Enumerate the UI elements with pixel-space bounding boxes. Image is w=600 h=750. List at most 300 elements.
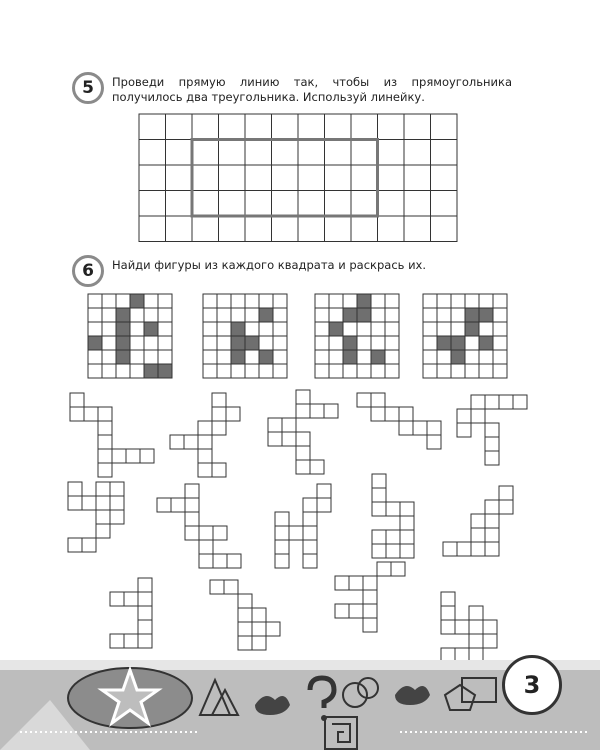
pattern-cell — [245, 322, 259, 336]
figure-cell — [185, 512, 199, 526]
pattern-cell — [315, 308, 329, 322]
figure-cell — [212, 421, 226, 435]
pattern-cell — [144, 308, 158, 322]
figure-cell — [349, 604, 363, 618]
figure-cell — [138, 592, 152, 606]
figure-cell — [469, 606, 483, 620]
pattern-cell — [451, 294, 465, 308]
figure-cell — [483, 620, 497, 634]
figure-cell — [499, 500, 513, 514]
figure-cell — [471, 409, 485, 423]
figure-cell — [68, 538, 82, 552]
figure-cell — [400, 544, 414, 558]
figure-cell — [68, 482, 82, 496]
pattern-cell — [203, 336, 217, 350]
figure-cell — [371, 393, 385, 407]
figure-cell — [96, 524, 110, 538]
pattern-cell — [343, 350, 357, 364]
pattern-cell — [102, 364, 116, 378]
figure-cell — [363, 604, 377, 618]
pattern-cell — [493, 350, 507, 364]
pattern-cell — [144, 350, 158, 364]
figure-cell — [485, 451, 499, 465]
pattern-cell — [245, 336, 259, 350]
pattern-cell — [130, 364, 144, 378]
pattern-cell — [465, 364, 479, 378]
figure-cell — [275, 554, 289, 568]
figure-cell — [455, 620, 469, 634]
pattern-cell — [479, 350, 493, 364]
figure-cell — [485, 528, 499, 542]
pattern-cell — [343, 308, 357, 322]
pattern-cell — [217, 294, 231, 308]
figure-cell — [138, 620, 152, 634]
pattern-cell — [385, 294, 399, 308]
figure-cell — [252, 636, 266, 650]
figure-cell — [303, 540, 317, 554]
pattern-cell — [357, 350, 371, 364]
figure-cell — [317, 498, 331, 512]
pattern-cell — [231, 350, 245, 364]
pattern-cell — [343, 336, 357, 350]
pattern-cell — [203, 294, 217, 308]
figure-cell — [471, 542, 485, 556]
pattern-cell — [273, 364, 287, 378]
figure-cell — [213, 526, 227, 540]
pattern-cell — [423, 294, 437, 308]
pattern-cell — [217, 364, 231, 378]
pattern-cell — [158, 350, 172, 364]
figure-cell — [296, 460, 310, 474]
figure-cell — [110, 592, 124, 606]
figure-cell — [138, 634, 152, 648]
pattern-cell — [437, 322, 451, 336]
pattern-cell — [343, 322, 357, 336]
figure-cell — [317, 484, 331, 498]
pattern-cell — [130, 336, 144, 350]
pattern-cell — [273, 294, 287, 308]
figure-cell — [469, 620, 483, 634]
figure-cell — [199, 526, 213, 540]
figure-cell — [455, 648, 469, 660]
pattern-cell — [245, 308, 259, 322]
pattern-cell — [203, 308, 217, 322]
pattern-cell — [451, 350, 465, 364]
pattern-cell — [385, 350, 399, 364]
figure-cell — [185, 484, 199, 498]
figure-cell — [282, 418, 296, 432]
pattern-cell — [116, 322, 130, 336]
figure-cell — [84, 407, 98, 421]
figure-cell — [386, 530, 400, 544]
figure-cell — [483, 634, 497, 648]
pattern-cell — [259, 336, 273, 350]
pattern-cell — [437, 308, 451, 322]
pattern-cell — [451, 322, 465, 336]
pattern-cell — [451, 364, 465, 378]
pattern-cell — [116, 364, 130, 378]
pattern-cell — [102, 308, 116, 322]
figure-cell — [400, 502, 414, 516]
figure-cell — [157, 498, 171, 512]
pattern-cell — [357, 322, 371, 336]
figure-cell — [68, 496, 82, 510]
figure-cell — [212, 407, 226, 421]
pattern-cell — [88, 336, 102, 350]
figure-cell — [399, 421, 413, 435]
pattern-cell — [259, 294, 273, 308]
figure-cell — [238, 636, 252, 650]
figure-cell — [98, 449, 112, 463]
pattern-cell — [116, 350, 130, 364]
figure-cell — [377, 562, 391, 576]
pattern-cell — [144, 336, 158, 350]
figure-cell — [443, 542, 457, 556]
pattern-cell — [259, 308, 273, 322]
pattern-cell — [329, 364, 343, 378]
pattern-cell — [423, 336, 437, 350]
pattern-cell — [371, 364, 385, 378]
figure-cell — [363, 576, 377, 590]
figure-cell — [357, 393, 371, 407]
figure-cell — [110, 634, 124, 648]
figure-cell — [457, 409, 471, 423]
pattern-cell — [88, 308, 102, 322]
figure-cell — [372, 502, 386, 516]
pattern-cell — [385, 308, 399, 322]
pattern-cell — [493, 308, 507, 322]
figure-cell — [282, 432, 296, 446]
figure-cell — [400, 530, 414, 544]
figure-cell — [112, 449, 126, 463]
figure-cell — [372, 544, 386, 558]
pattern-cell — [116, 294, 130, 308]
pattern-cell — [423, 322, 437, 336]
figure-cell — [303, 512, 317, 526]
figure-cell — [289, 526, 303, 540]
pattern-cell — [88, 350, 102, 364]
pattern-cell — [144, 322, 158, 336]
figure-cell — [185, 498, 199, 512]
pattern-cell — [465, 294, 479, 308]
pattern-cell — [385, 336, 399, 350]
figure-cell — [185, 526, 199, 540]
figure-cell — [469, 634, 483, 648]
figure-cell — [296, 390, 310, 404]
pattern-cell — [203, 364, 217, 378]
figure-cell — [391, 562, 405, 576]
figure-cell — [400, 516, 414, 530]
pattern-cell — [273, 308, 287, 322]
pattern-cell — [158, 336, 172, 350]
figure-cell — [363, 590, 377, 604]
figure-cell — [471, 514, 485, 528]
figure-cell — [252, 622, 266, 636]
pattern-cell — [315, 364, 329, 378]
figure-cell — [303, 498, 317, 512]
figure-cell — [499, 395, 513, 409]
pattern-cell — [493, 364, 507, 378]
pattern-cell — [329, 308, 343, 322]
figure-cell — [296, 446, 310, 460]
pattern-cell — [158, 294, 172, 308]
figure-cell — [138, 606, 152, 620]
pattern-cell — [479, 364, 493, 378]
pattern-cell — [479, 336, 493, 350]
pattern-cell — [315, 350, 329, 364]
pattern-cell — [273, 336, 287, 350]
pattern-cell — [102, 322, 116, 336]
figure-cell — [427, 421, 441, 435]
pattern-cell — [437, 336, 451, 350]
figure-cell — [238, 622, 252, 636]
figure-cell — [471, 528, 485, 542]
pattern-cell — [116, 308, 130, 322]
pattern-cell — [371, 350, 385, 364]
figure-cell — [349, 576, 363, 590]
pattern-cell — [493, 322, 507, 336]
figure-cell — [124, 634, 138, 648]
figure-cell — [485, 514, 499, 528]
pattern-cell — [329, 350, 343, 364]
pattern-cell — [357, 294, 371, 308]
figure-cell — [485, 395, 499, 409]
figure-cell — [485, 500, 499, 514]
pattern-cell — [423, 308, 437, 322]
figure-cell — [363, 618, 377, 632]
figure-cell — [427, 435, 441, 449]
figure-cell — [124, 592, 138, 606]
figure-cell — [268, 418, 282, 432]
figure-cell — [96, 510, 110, 524]
figure-cell — [198, 435, 212, 449]
pattern-cell — [437, 294, 451, 308]
figure-cell — [372, 530, 386, 544]
figure-cell — [372, 488, 386, 502]
figure-cell — [268, 432, 282, 446]
pattern-cell — [158, 364, 172, 378]
figure-cell — [441, 620, 455, 634]
pattern-cell — [217, 308, 231, 322]
pattern-cell — [385, 322, 399, 336]
pattern-cell — [315, 294, 329, 308]
figure-cell — [310, 460, 324, 474]
pattern-cell — [231, 336, 245, 350]
pattern-cell — [158, 322, 172, 336]
pattern-cell — [144, 294, 158, 308]
figure-cell — [98, 421, 112, 435]
pattern-cell — [102, 350, 116, 364]
pattern-cell — [203, 322, 217, 336]
pattern-cell — [371, 294, 385, 308]
figure-cell — [385, 407, 399, 421]
pattern-cell — [479, 294, 493, 308]
pattern-cell — [245, 350, 259, 364]
pattern-cell — [343, 294, 357, 308]
pattern-cell — [217, 336, 231, 350]
figure-cell — [471, 395, 485, 409]
task-instruction: Найди фигуры из каждого квадрата и раскрась их. — [112, 258, 427, 272]
figure-cell — [296, 404, 310, 418]
pattern-cell — [465, 322, 479, 336]
pattern-cell — [315, 336, 329, 350]
pattern-cell — [437, 364, 451, 378]
figure-cell — [126, 449, 140, 463]
figure-cell — [296, 432, 310, 446]
figure-cell — [485, 423, 499, 437]
figure-cell — [266, 622, 280, 636]
figure-cell — [213, 554, 227, 568]
pattern-cell — [116, 336, 130, 350]
pattern-cell — [102, 336, 116, 350]
pattern-cell — [357, 364, 371, 378]
figure-cell — [226, 407, 240, 421]
figure-cell — [140, 449, 154, 463]
figure-cell — [457, 423, 471, 437]
pattern-cell — [343, 364, 357, 378]
figure-cell — [110, 482, 124, 496]
figure-cell — [485, 437, 499, 451]
figure-cell — [138, 578, 152, 592]
pattern-cell — [231, 308, 245, 322]
pattern-cell — [315, 322, 329, 336]
figure-cell — [485, 542, 499, 556]
pattern-cell — [231, 364, 245, 378]
figure-cell — [227, 554, 241, 568]
pattern-cell — [88, 364, 102, 378]
pattern-cell — [273, 322, 287, 336]
pattern-cell — [357, 308, 371, 322]
figure-cell — [372, 474, 386, 488]
pattern-cell — [479, 322, 493, 336]
figure-cell — [441, 648, 455, 660]
figure-cell — [170, 435, 184, 449]
figure-cell — [212, 463, 226, 477]
figure-cell — [335, 604, 349, 618]
pattern-cell — [371, 308, 385, 322]
figure-cell — [275, 512, 289, 526]
figure-cell — [198, 463, 212, 477]
task-instruction: Проведи прямую линию так, чтобы из прямоугольника получилось два треугольника. Используй линейку. — [112, 75, 512, 104]
figure-cell — [210, 580, 224, 594]
figure-cell — [324, 404, 338, 418]
figure-cell — [98, 435, 112, 449]
figure-cell — [184, 435, 198, 449]
pattern-cell — [493, 336, 507, 350]
figure-cell — [469, 648, 483, 660]
pattern-cell — [245, 364, 259, 378]
pattern-cell — [130, 322, 144, 336]
pattern-cell — [88, 294, 102, 308]
figure-cell — [413, 421, 427, 435]
pattern-cell — [158, 308, 172, 322]
pattern-cell — [217, 350, 231, 364]
pattern-cell — [329, 294, 343, 308]
figure-cell — [82, 538, 96, 552]
figure-cell — [96, 496, 110, 510]
figure-cell — [70, 393, 84, 407]
pattern-cell — [451, 308, 465, 322]
figure-cell — [96, 482, 110, 496]
figure-cell — [275, 540, 289, 554]
pattern-cell — [385, 364, 399, 378]
figure-cell — [275, 526, 289, 540]
pattern-cell — [329, 336, 343, 350]
figure-cell — [310, 404, 324, 418]
pattern-cell — [451, 336, 465, 350]
figure-cell — [252, 608, 266, 622]
pattern-cell — [465, 308, 479, 322]
pattern-cell — [144, 364, 158, 378]
task-number: 5 — [72, 72, 104, 104]
pattern-cell — [329, 322, 343, 336]
page-number: 3 — [502, 655, 562, 715]
figure-cell — [386, 502, 400, 516]
figure-cell — [335, 576, 349, 590]
pattern-cell — [231, 322, 245, 336]
figure-cell — [386, 544, 400, 558]
pattern-cell — [203, 350, 217, 364]
figure-cell — [371, 407, 385, 421]
pattern-cell — [465, 350, 479, 364]
figure-cell — [110, 496, 124, 510]
figure-cell — [212, 393, 226, 407]
pattern-cell — [102, 294, 116, 308]
pattern-cell — [259, 350, 273, 364]
pattern-cell — [130, 350, 144, 364]
pattern-cell — [259, 322, 273, 336]
figure-cell — [399, 407, 413, 421]
figure-cell — [70, 407, 84, 421]
figure-cell — [457, 542, 471, 556]
figure-cell — [303, 554, 317, 568]
figure-cell — [441, 606, 455, 620]
pattern-cell — [493, 294, 507, 308]
pattern-cell — [273, 350, 287, 364]
pattern-cell — [217, 322, 231, 336]
figure-cell — [199, 540, 213, 554]
figure-cell — [98, 407, 112, 421]
pattern-cell — [371, 322, 385, 336]
figure-cell — [224, 580, 238, 594]
pattern-cell — [423, 364, 437, 378]
pattern-cell — [88, 322, 102, 336]
pattern-cell — [371, 336, 385, 350]
pattern-cell — [423, 350, 437, 364]
figure-cell — [198, 449, 212, 463]
figure-cell — [499, 486, 513, 500]
figure-cell — [441, 592, 455, 606]
figure-cell — [171, 498, 185, 512]
figure-cell — [238, 608, 252, 622]
pattern-cell — [479, 308, 493, 322]
pattern-cell — [357, 336, 371, 350]
figure-cell — [303, 526, 317, 540]
figure-cell — [82, 496, 96, 510]
pattern-cell — [130, 294, 144, 308]
task-number: 6 — [72, 255, 104, 287]
figure-cell — [238, 594, 252, 608]
pattern-cell — [130, 308, 144, 322]
pattern-cell — [245, 294, 259, 308]
figure-cell — [98, 463, 112, 477]
figure-cell — [110, 510, 124, 524]
pattern-cell — [465, 336, 479, 350]
pattern-cell — [231, 294, 245, 308]
pattern-cell — [437, 350, 451, 364]
figure-cell — [198, 421, 212, 435]
figure-cell — [199, 554, 213, 568]
